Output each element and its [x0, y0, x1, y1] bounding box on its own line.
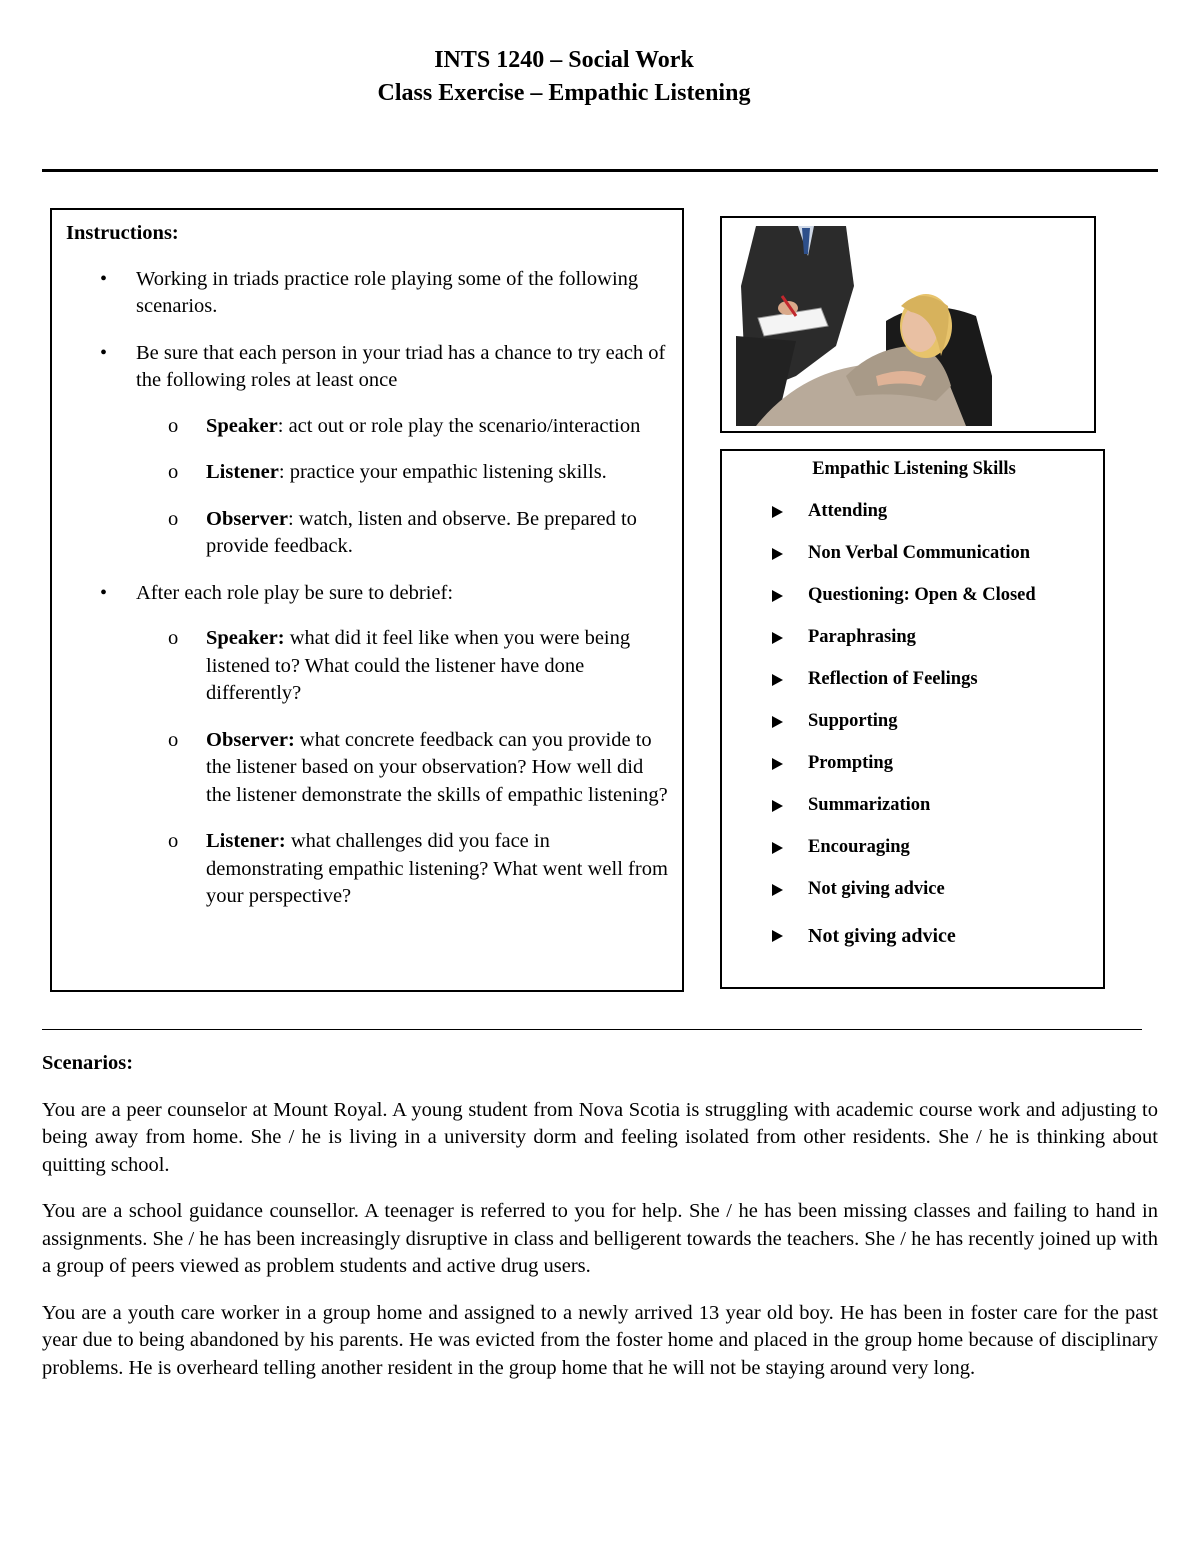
instruction-text: Working in triads practice role playing some of the following scenarios.	[136, 267, 639, 317]
scenario-paragraph: You are a school guidance counsellor. A teenager is referred to you for help. She / he has been missing classes and failing to hand in assignments. She / he has been increasingly disruptive in class and belligerent towards the teachers. She / he has recently joined up with a group of peers viewed as problem students and active drug users.	[42, 1200, 1158, 1277]
arrow-right-icon	[772, 884, 783, 896]
instructions-box	[50, 208, 684, 992]
scenario-paragraph: You are a youth care worker in a group home and assigned to a newly arrived 13 year old boy. He has been in foster care for the past year due to being abandoned by his parents. He was evicted from the foster home and placed in the group home because of disciplinary problems. He is overheard telling another resident in the group home that he will not be staying around very long.	[42, 1301, 1158, 1379]
role-item	[66, 506, 668, 561]
skill-label: Reflection of Feelings	[808, 669, 978, 689]
course-title: INTS 1240 – Social Work	[434, 47, 694, 73]
scenarios-section	[42, 1050, 1158, 1401]
role-item	[66, 459, 668, 487]
debrief-item	[66, 625, 668, 708]
bullet-icon: •	[100, 581, 108, 604]
photo-frame	[720, 216, 1096, 433]
debrief-list	[136, 625, 668, 911]
arrow-right-icon	[772, 842, 783, 854]
role-term: Observer	[206, 507, 288, 530]
role-term: Listener	[206, 461, 279, 483]
arrow-right-icon	[772, 674, 783, 686]
role-term: Speaker	[206, 414, 278, 437]
skill-label: Paraphrasing	[808, 627, 916, 647]
debrief-text: what challenges did you face in demonstrating empathic listening? What went well from your perspective?	[206, 830, 668, 907]
arrow-right-icon	[772, 506, 783, 518]
arrow-right-icon	[772, 800, 783, 812]
bullet-icon: •	[100, 267, 108, 290]
skill-label: Not giving advice	[808, 925, 956, 947]
skill-label: Attending	[808, 501, 888, 521]
counseling-photo	[736, 226, 992, 426]
debrief-item	[66, 828, 668, 911]
sub-bullet-icon: o	[168, 728, 179, 751]
skill-label: Encouraging	[808, 837, 910, 857]
bullet-icon: •	[100, 341, 108, 364]
instruction-item	[66, 580, 668, 911]
instructions-title: Instructions:	[66, 222, 179, 244]
sub-bullet-icon: o	[168, 414, 179, 437]
arrow-right-icon	[772, 716, 783, 728]
role-item	[66, 413, 668, 441]
debrief-term: Speaker:	[206, 627, 285, 649]
instructions-list	[66, 266, 668, 911]
sub-bullet-icon: o	[168, 461, 179, 483]
instruction-item	[66, 340, 668, 561]
section-divider	[42, 1029, 1142, 1030]
role-text: : practice your empathic listening skills.	[278, 461, 607, 483]
debrief-term: Listener:	[206, 830, 286, 852]
debrief-term: Observer:	[206, 728, 295, 751]
arrow-right-icon	[772, 758, 783, 770]
arrow-right-icon	[772, 590, 783, 602]
header-divider	[42, 169, 1158, 172]
exercise-title: Class Exercise – Empathic Listening	[377, 80, 751, 106]
skill-label: Non Verbal Communication	[808, 543, 1031, 563]
skill-label: Summarization	[808, 795, 931, 815]
skills-title: Empathic Listening Skills	[812, 459, 1016, 479]
skill-label: Prompting	[808, 753, 893, 773]
arrow-right-icon	[772, 930, 783, 942]
scenarios-title: Scenarios:	[42, 1052, 134, 1074]
skill-label: Not giving advice	[808, 879, 945, 899]
sub-bullet-icon: o	[168, 507, 179, 530]
debrief-item	[66, 727, 668, 810]
role-text: : act out or role play the scenario/interaction	[277, 414, 641, 437]
instruction-item	[66, 266, 668, 321]
skills-box	[720, 449, 1105, 989]
document-header	[0, 44, 1128, 110]
role-text: : watch, listen and observe. Be prepared to provide feedback.	[206, 507, 637, 557]
arrow-right-icon	[772, 548, 783, 560]
debrief-text: what did it feel like when you were being listened to? What could the listener have done differently?	[206, 627, 631, 704]
debrief-text: what concrete feedback can you provide to the listener based on your observation? How well did the listener demonstrate the skills of empathic listening?	[206, 728, 668, 806]
sub-bullet-icon: o	[168, 627, 179, 649]
instruction-text: After each role play be sure to debrief:	[136, 581, 454, 604]
skill-label: Questioning: Open & Closed	[808, 585, 1036, 605]
scenario-paragraph: You are a peer counselor at Mount Royal. A young student from Nova Scotia is struggling with academic course work and adjusting to being away from home. She / he is living in a university dorm and feeling isolated from other residents. She / he is thinking about quitting school.	[42, 1098, 1158, 1176]
arrow-right-icon	[772, 632, 783, 644]
roles-list	[136, 413, 668, 561]
instruction-text: Be sure that each person in your triad has a chance to try each of the following roles at least once	[136, 341, 666, 391]
skill-label: Supporting	[808, 711, 898, 731]
sub-bullet-icon: o	[168, 830, 179, 852]
